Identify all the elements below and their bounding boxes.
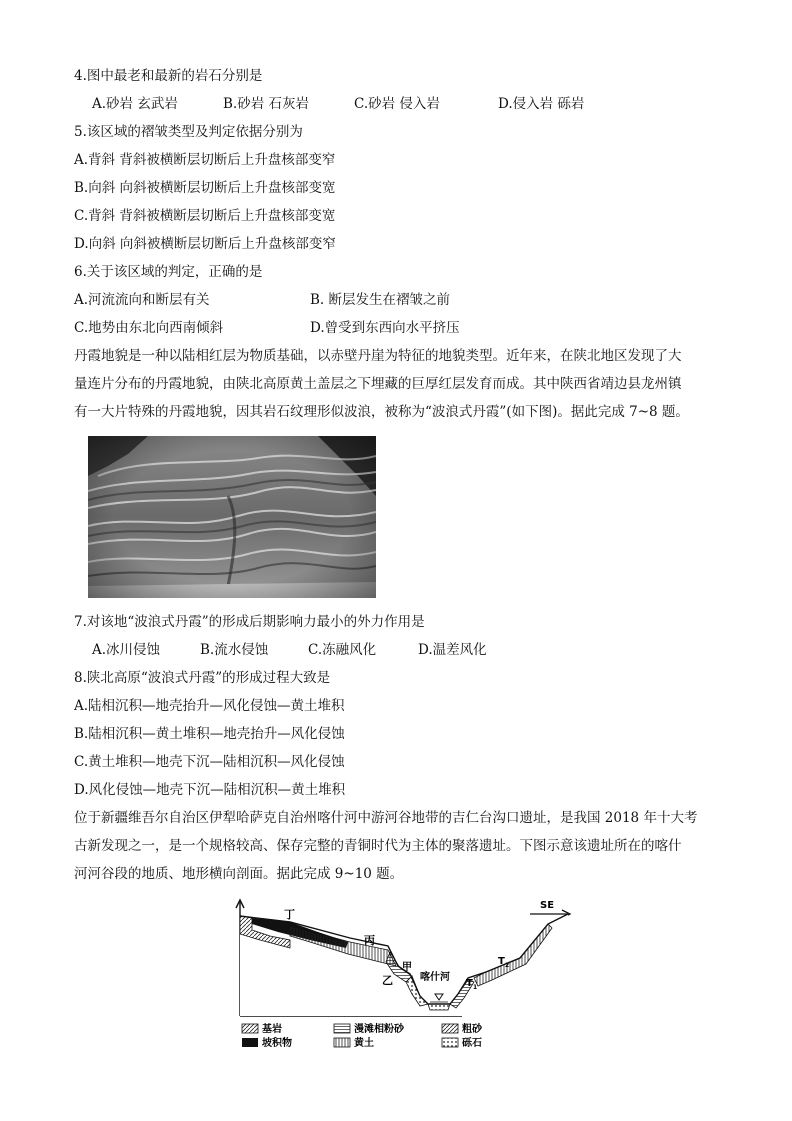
label-t2-sub: 2	[505, 962, 510, 969]
legend-slope-deposit-swatch	[242, 1038, 258, 1047]
q4-option-a: A.砂岩 玄武岩	[92, 96, 178, 112]
label-t1-sub: 1	[473, 984, 478, 991]
q7-options	[92, 640, 487, 660]
label-t2: T	[498, 956, 505, 967]
legend-loess-swatch	[334, 1038, 350, 1047]
q7-stem: 7.对该地“波浪式丹霞”的形成后期影响力最小的外力作用是	[74, 614, 425, 630]
q6-option-b: B. 断层发生在褶皱之前	[310, 292, 451, 308]
q7-option-a: A.冰川侵蚀	[92, 642, 161, 658]
legend-floodplain-silt-swatch	[334, 1024, 350, 1033]
legend-loess: 黄土	[354, 1038, 374, 1049]
q6-option-d: D.曾受到东西向水平挤压	[310, 320, 460, 336]
q7-option-c: C.冻融风化	[308, 642, 377, 658]
direction-label: SE	[540, 900, 555, 911]
passage1-line-3: 有一大片特殊的丹霞地貌，因其岩石纹理形似波浪，被称为“波浪式丹霞”(如下图)。据此完成 7~8 题。	[74, 404, 689, 420]
q4-stem: 4.图中最老和最新的岩石分别是	[74, 68, 263, 84]
legend-coarse-sand: 粗砂	[462, 1024, 482, 1035]
q4-option-d: D.侵入岩 砾岩	[498, 96, 585, 112]
legend-floodplain-silt: 漫滩相粉砂	[354, 1024, 404, 1035]
q5-option-c: C.背斜 背斜被横断层切断后上升盘核部变宽	[74, 208, 336, 224]
label-bing: 丙	[364, 934, 375, 947]
legend-slope-deposit: 坡积物	[262, 1038, 292, 1049]
q5-option-d: D.向斜 向斜被横断层切断后上升盘核部变窄	[74, 236, 336, 252]
passage2-line-2: 古新发现之一，是一个规格较高、保存完整的青铜时代为主体的聚落遗址。下图示意该遗址所在的喀什	[74, 838, 682, 854]
legend-bedrock-swatch	[242, 1024, 258, 1033]
legend-gravel: 砾石	[462, 1038, 482, 1049]
q7-option-d: D.温差风化	[418, 642, 487, 658]
q8-option-d: D.风化侵蚀—地壳下沉—陆相沉积—黄土堆积	[74, 782, 346, 798]
label-jia: 甲	[402, 962, 412, 973]
danxia-rock-photo	[88, 436, 376, 598]
legend-bedrock: 基岩	[262, 1024, 282, 1035]
q5-option-a: A.背斜 背斜被横断层切断后上升盘核部变窄	[74, 152, 336, 168]
q8-option-a: A.陆相沉积—地壳抬升—风化侵蚀—黄土堆积	[74, 698, 345, 714]
q8-option-c: C.黄土堆积—地壳下沉—陆相沉积—风化侵蚀	[74, 754, 345, 770]
q4-option-c: C.砂岩 侵入岩	[354, 96, 440, 112]
q6-option-a: A.河流流向和断层有关	[74, 292, 210, 308]
passage2-line-1: 位于新疆维吾尔自治区伊犁哈萨克自治州喀什河中游河谷地带的吉仁台沟口遗址，是我国 2018 年十大考	[74, 810, 698, 826]
label-ding: 丁	[284, 908, 295, 921]
label-river: 喀什河	[420, 972, 450, 983]
q6-stem: 6.关于该区域的判定，正确的是	[74, 264, 263, 280]
passage1-line-1: 丹霞地貌是一种以陆相红层为物质基础，以赤壁丹崖为特征的地貌类型。近年来，在陕北地区发现了大	[74, 348, 682, 364]
label-t1: T	[466, 978, 473, 989]
q5-stem: 5.该区域的褶皱类型及判定依据分别为	[74, 124, 303, 140]
q8-option-b: B.陆相沉积—黄土堆积—地壳抬升—风化侵蚀	[74, 726, 345, 742]
q8-stem: 8.陕北高原“波浪式丹霞”的形成过程大致是	[74, 670, 331, 686]
legend-coarse-sand-swatch	[442, 1024, 458, 1033]
q5-option-b: B.向斜 向斜被横断层切断后上升盘核部变宽	[74, 180, 336, 196]
river-valley-cross-section	[230, 896, 580, 1060]
q7-option-b: B.流水侵蚀	[200, 642, 269, 658]
q4-options	[92, 94, 584, 114]
q6-options-row2	[74, 318, 460, 338]
q6-options-row1	[74, 290, 450, 310]
passage1-line-2: 量连片分布的丹霞地貌，由陕北高原黄土盖层之下埋藏的巨厚红层发育而成。其中陕西省靖边县龙州镇	[74, 376, 682, 392]
q6-option-c: C.地势由东北向西南倾斜	[74, 320, 224, 336]
passage2-line-3: 河河谷段的地质、地形横向剖面。据此完成 9~10 题。	[74, 866, 404, 882]
legend	[242, 1022, 483, 1049]
legend-gravel-swatch	[442, 1038, 458, 1047]
label-yi: 乙	[382, 974, 393, 987]
water-level-icon	[435, 994, 443, 1000]
q4-option-b: B.砂岩 石灰岩	[223, 96, 310, 112]
